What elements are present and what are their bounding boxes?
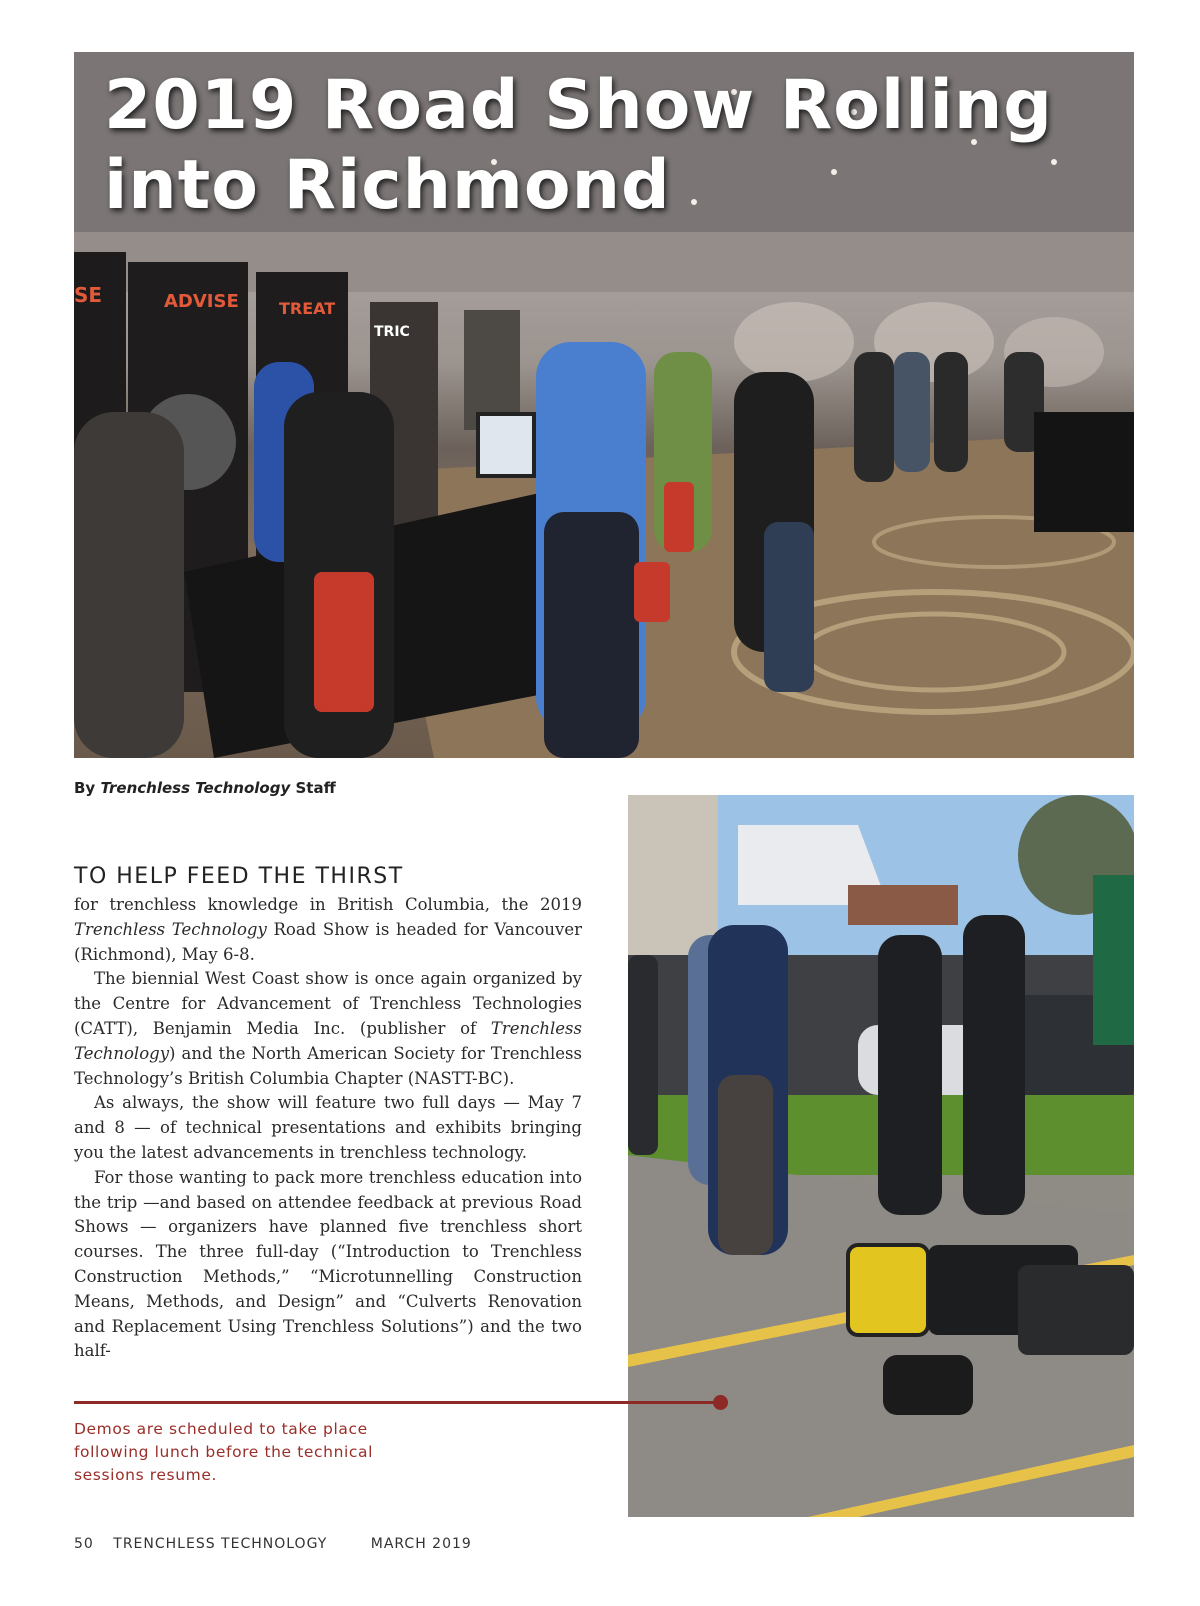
p1-text-a: for trenchless knowledge in British Columbia, the 2019 [74,895,582,914]
byline-prefix: By [74,779,96,797]
byline [74,779,336,797]
paragraph-4: For those wanting to pack more trenchless education into the trip —and based on attendee feedback at previous Road Shows — organizers have planned five trenchless short courses. The three full-day (“Introduction to Trenchless Construction Methods,” “Microtunnelling Construction Means, Methods, and Design” and “Culverts Renovation and Replacement Using Trenchless Solutions”) and the two half- [74,1167,582,1361]
byline-suffix: Staff [295,779,336,797]
caption-rule-dot [713,1395,728,1410]
caption-rule [74,1401,722,1404]
photo-caption: Demos are scheduled to take place following lunch before the technical sessions resume. [74,1420,374,1484]
banner-label-tric: TRIC [374,324,410,340]
p2-text-a: The biennial West Coast show is once again organized by the Centre for Advancement of Trenchless Technologies (CATT), Benjamin Media Inc. (publisher of [74,969,582,1038]
paragraph-2 [74,967,582,1091]
p1-text-b: Road Show is headed for Vancouver (Richmond), May 6-8. [74,919,582,964]
p2-emphasis: Trenchless Technology [74,1018,582,1063]
hero-photo [74,52,1134,758]
title-line-1: 2019 Road Show Rolling [104,66,1053,145]
title-line-2: into Richmond [104,146,671,225]
article-title [104,66,1053,226]
article-lead-heading: TO HELP FEED THE THIRST [74,864,404,889]
page-number: 50 [74,1536,94,1552]
paragraph-3: As always, the show will feature two full days — May 7 and 8 — of technical presentations and exhibits bringing you the latest advancements in trenchless technology. [74,1093,582,1162]
p2-text-b: ) and the North American Society for Trenchless Technology’s British Columbia Chapter (NASTT-BC). [74,1043,582,1088]
footer-publication: TRENCHLESS TECHNOLOGY [113,1536,328,1552]
footer-issue: MARCH 2019 [370,1536,472,1552]
p1-emphasis: Trenchless Technology [74,919,267,939]
paragraph-1 [74,893,582,967]
banner-label-0: SE [74,283,103,307]
demo-photo [628,795,1134,1517]
article-body [74,893,582,1364]
byline-publication: Trenchless Technology [100,779,291,797]
banner-label-advise: ADVISE [164,291,239,312]
outdoor-demo-illustration [628,795,1134,1517]
banner-label-treat: TREAT [279,299,336,318]
page-footer [74,1536,472,1552]
